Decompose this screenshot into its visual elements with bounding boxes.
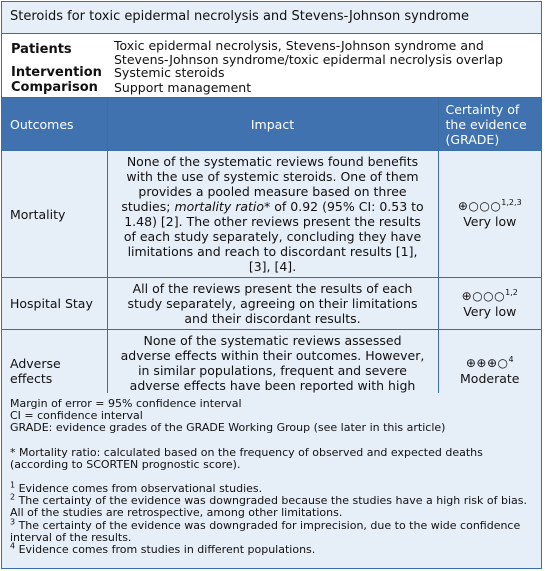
patients-label: Patients xyxy=(11,42,72,57)
footnote-mortality-ratio: * Mortality ratio: calculated based on the frequency of observed and expected deaths (according to SCORTEN prognostic score). xyxy=(10,445,483,471)
comparison-label: Comparison xyxy=(11,80,98,95)
footnote-3: $^3$ The certainty of the evidence was downgraded for imprecision, due to the wide confidence interval of the results. xyxy=(10,516,521,544)
certainty-mortality xyxy=(438,151,541,278)
intervention-value: Systemic steroids xyxy=(114,65,225,80)
header-outcomes: Outcomes xyxy=(2,98,107,151)
patients-value: Toxic epidermal necrolysis, Stevens-Johnson syndrome and Stevens-Johnson syndrome/toxic epidermal necrolysis overlap xyxy=(114,38,503,67)
impact-hospital-stay: All of the reviews present the results of each study separately, agreeing on their limitations and their discordant results. xyxy=(107,278,438,330)
grade-footnote-ref: 1,2 xyxy=(505,287,518,297)
header-impact: Impact xyxy=(107,98,438,151)
footnote-2: $^2$ The certainty of the evidence was downgraded because the studies have a high risk of bias. All of the studies are retrospective, among other limitations. xyxy=(10,492,528,520)
header-certainty: Certainty of the evidence (GRADE) xyxy=(438,98,541,151)
outcome-hospital-stay: Hospital Stay xyxy=(2,278,107,330)
certainty-level: Very low xyxy=(463,214,517,229)
impact-mortality-text1: None of the systematic reviews found benefits with the use of systemic steroids. One of them provides a pooled measure based on three studies; xyxy=(121,154,419,214)
footnote-1: $^1$ Evidence comes from observational studies. xyxy=(10,480,263,496)
footnote-margin-error: Margin of error = 95% confidence interval xyxy=(10,397,242,410)
table-title: Steroids for toxic epidermal necrolysis and Stevens-Johnson syndrome xyxy=(2,2,541,34)
table-footnotes xyxy=(2,393,541,568)
pico-section xyxy=(2,34,541,98)
grade-symbols: ⊕○○○ xyxy=(457,199,502,213)
table-row xyxy=(2,151,541,278)
impact-mortality-italic: mortality ratio xyxy=(174,199,265,214)
footnote-ci: CI = confidence interval xyxy=(10,409,143,423)
table-row xyxy=(2,278,541,330)
certainty-hospital-stay xyxy=(438,278,541,330)
outcome-mortality: Mortality xyxy=(2,151,107,278)
impact-adverse-effects: None of the systematic reviews assessed adverse effects within their outcomes. However, in similar populations, frequent and severe adverse effects have been reported with high xyxy=(107,330,438,412)
comparison-value: Support management xyxy=(114,80,252,95)
grade-footnote-ref: 1,2,3 xyxy=(501,197,522,207)
evidence-summary-table xyxy=(1,1,542,569)
grade-symbols: ⊕○○○ xyxy=(461,288,506,303)
outcome-adverse-effects: Adverse effects xyxy=(2,330,107,412)
grade-symbols: ⊕⊕⊕○ xyxy=(465,355,509,370)
table-header-row xyxy=(2,98,541,151)
grade-footnote-ref: 4 xyxy=(508,354,514,364)
certainty-level: Very low xyxy=(463,303,517,319)
footnote-grade: GRADE: evidence grades of the GRADE Working Group (see later in this article) xyxy=(10,421,446,435)
impact-mortality xyxy=(107,151,438,278)
footnote-4: $^4$ Evidence comes from studies in different populations. xyxy=(10,541,316,557)
certainty-level: Moderate xyxy=(460,370,520,386)
outcomes-table xyxy=(2,98,541,412)
intervention-label: Intervention xyxy=(11,65,102,80)
impact-mortality-text2: * of 0.92 (95% CI: 0.53 to 1.48) [2]. The other reviews present the results of each study separately, concluding they have limitations and reach to discordant results [1], [3], [4]. xyxy=(123,199,424,274)
